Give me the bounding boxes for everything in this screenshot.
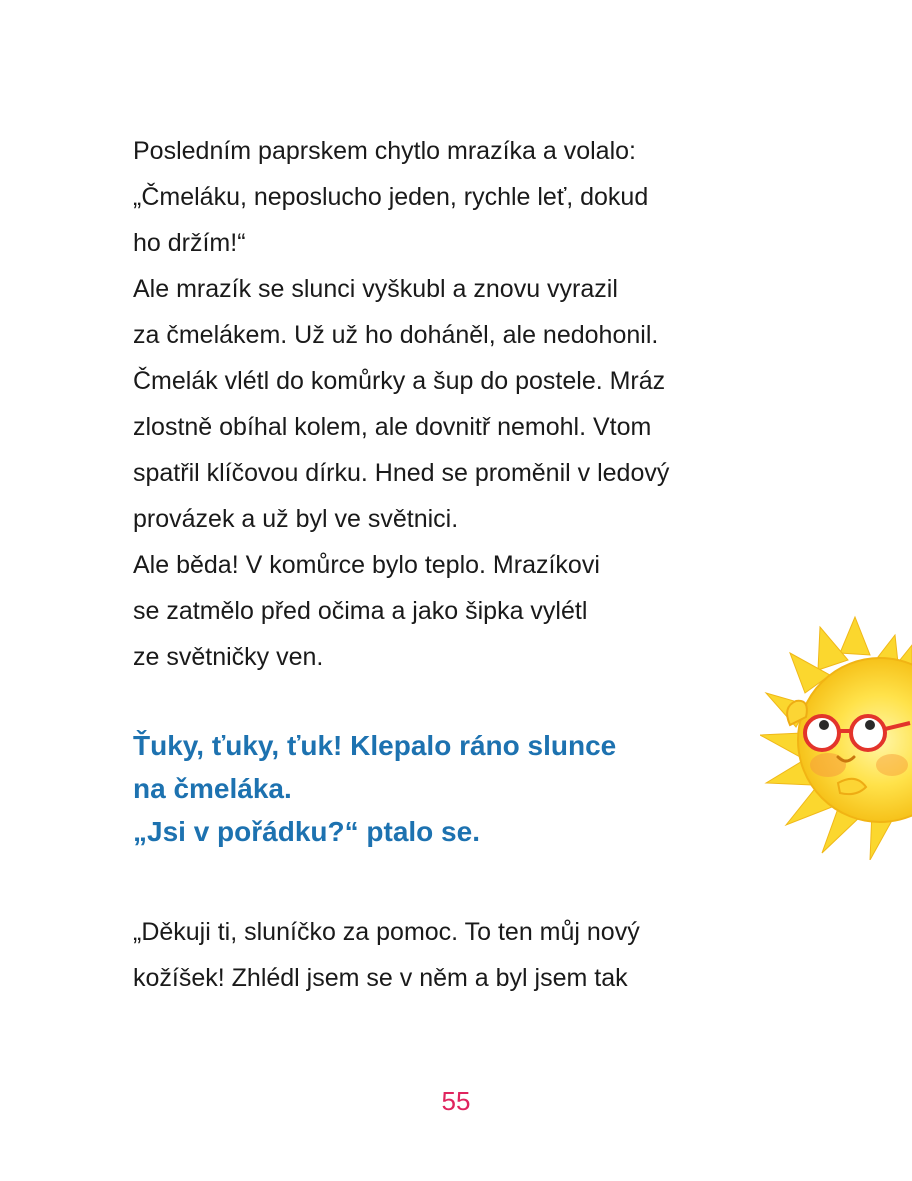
callout-line: na čmeláka.	[133, 773, 292, 804]
page-number: 55	[441, 1086, 471, 1116]
text-line: „Čmeláku, neposlucho jeden, rychle leť, dokud	[133, 183, 649, 211]
text-line: ho držím!“	[133, 229, 246, 257]
blue-callout	[133, 724, 616, 853]
callout-line: „Jsi v pořádku?“ ptalo se.	[133, 816, 480, 847]
text-line: zlostně obíhal kolem, ale dovnitř nemohl. Vtom	[133, 413, 652, 441]
text-line: „Děkuji ti, sluníčko za pomoc. To ten můj nový	[133, 918, 640, 946]
text-line: za čmelákem. Už už ho doháněl, ale nedohonil.	[133, 321, 659, 349]
text-line: provázek a už byl ve světnici.	[133, 505, 459, 533]
text-line: Ale běda! V komůrce bylo teplo. Mrazíkovi	[133, 551, 600, 579]
text-line: se zatmělo před očima a jako šipka vylétl	[133, 597, 588, 625]
callout-line: Ťuky, ťuky, ťuk! Klepalo ráno slunce	[133, 730, 617, 761]
text-line: Ale mrazík se slunci vyškubl a znovu vyrazil	[133, 275, 618, 303]
paragraph-2	[133, 909, 640, 1001]
text-line: spatřil klíčovou dírku. Hned se proměnil v ledový	[133, 459, 670, 487]
sun-with-glasses-icon	[760, 615, 912, 860]
text-line: Posledním paprskem chytlo mrazíka a volalo:	[133, 137, 636, 165]
text-line: kožíšek! Zhlédl jsem se v něm a byl jsem tak	[133, 964, 628, 992]
paragraph-1	[133, 128, 669, 680]
text-line: Čmelák vlétl do komůrky a šup do postele. Mráz	[133, 367, 666, 395]
text-line: ze světničky ven.	[133, 643, 324, 671]
